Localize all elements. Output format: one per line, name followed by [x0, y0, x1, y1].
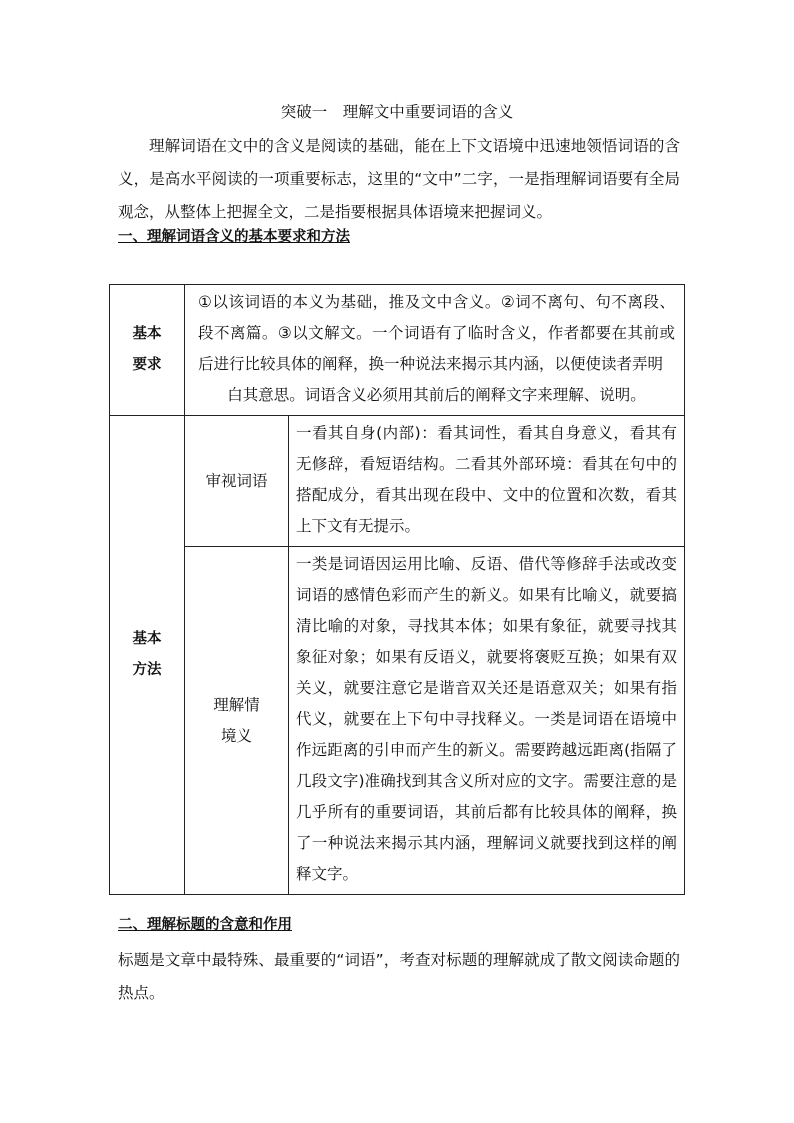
method-name-line1: 理解情 — [213, 695, 260, 714]
table-row-method-2 — [110, 547, 685, 895]
methods-label-line2: 方法 — [132, 662, 162, 678]
requirements-content-last-line: 白其意思。词语含义必须用其前后的阐释文字来理解、说明。 — [227, 386, 646, 404]
method-name-cell — [185, 416, 289, 547]
method-name-cell — [185, 547, 289, 895]
requirements-label-line2: 要求 — [132, 357, 162, 373]
table-row-method-1 — [110, 416, 685, 547]
methods-label-line1: 基本 — [132, 631, 162, 647]
page-title: 突破一 理解文中重要词语的含义 — [280, 103, 514, 121]
methods-label-cell — [110, 416, 185, 895]
section-heading-1: 一、理解词语含义的基本要求和方法 — [118, 229, 350, 245]
method-name-line1: 审视词语 — [205, 471, 268, 490]
table-row-requirements — [110, 285, 685, 416]
requirements-content: ①以该词语的本义为基础，推及文中含义。②词不离句、句不离段、段不离篇。③以文解文。一个词语有了临时含义，作者都要在其前或后进行比较具体的阐释，换一种说法来揭示其内涵，以便使读者弄明 — [198, 293, 675, 373]
section-heading-2: 二、理解标题的含意和作用 — [118, 917, 292, 933]
method-content-cell: 一看其自身(内部)：看其词性，看其自身意义，看其有无修辞，看短语结构。二看其外部环境：看其在句中的搭配成分，看其出现在段中、文中的位置和次数，看其上下文有无提示。 — [289, 416, 685, 547]
methods-table — [109, 284, 685, 895]
requirements-label-cell — [110, 285, 185, 416]
requirements-content-cell — [185, 285, 685, 416]
method-name-line2: 境义 — [220, 726, 252, 745]
intro-paragraph: 理解词语在文中的含义是阅读的基础，能在上下文语境中迅速地领悟词语的含义，是高水平阅读的一项重要标志，这里的“文中”二字，一是指理解词语要有全局观念，从整体上把握全文，二是指要根据具体语境来把握词义。 — [118, 137, 680, 221]
requirements-label-line1: 基本 — [132, 326, 162, 342]
method-content-cell: 一类是词语因运用比喻、反语、借代等修辞手法或改变词语的感情色彩而产生的新义。如果有比喻义，就要搞清比喻的对象，寻找其本体；如果有象征，就要寻找其象征对象；如果有反语义，就要将褒贬互换；如果有双关义，就要注意它是谐音双关还是语意双关；如果有指代义，就要在上下句中寻找释义。一类是词语在语境中作远距离的引申而产生的新义。需要跨越远距离(指隔了几段文字)准确找到其含义所对应的文字。需要注意的是几乎所有的重要词语，其前后都有比较具体的阐释，换了一种说法来揭示其内涵，理解词义就要找到这样的阐释文字。 — [289, 547, 685, 895]
section2-paragraph: 标题是文章中最特殊、最重要的“词语”，考查对标题的理解就成了散文阅读命题的热点。 — [118, 951, 680, 1002]
